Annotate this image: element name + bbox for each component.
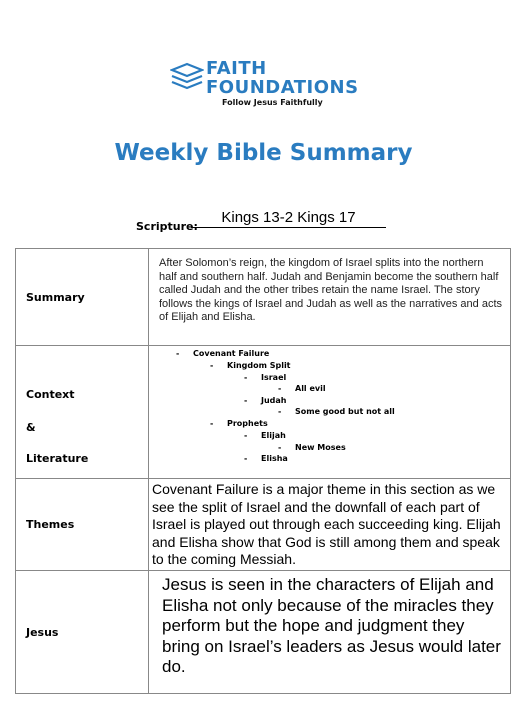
logo-tagline: Follow Jesus Faithfully [222, 98, 323, 107]
outline-bullet-dash: - [278, 443, 282, 452]
table-row-context [16, 346, 511, 479]
outline-item-text: Elisha [261, 454, 288, 463]
jesus-text[interactable]: Jesus is seen in the characters of Elijah and Elisha not only because of the miracles they perform but the hope and judgment they bring on Israel’s leaders as Jesus would later do. [162, 575, 501, 676]
scripture-value[interactable]: Kings 13-2 Kings 17 [191, 209, 386, 228]
row-cell-themes [149, 479, 511, 571]
table-row-themes [16, 479, 511, 571]
outline-item [244, 454, 288, 463]
outline-bullet-dash: - [244, 373, 248, 382]
outline-item [278, 407, 395, 416]
outline-item-text: Israel [261, 373, 287, 382]
context-label-literature: Literature [26, 452, 89, 465]
row-cell-jesus [149, 571, 511, 694]
context-outline[interactable] [149, 346, 510, 476]
row-label-summary: Summary [16, 249, 149, 346]
outline-bullet-dash: - [176, 349, 180, 358]
outline-item [210, 361, 291, 370]
outline-item [244, 373, 287, 382]
outline-item [176, 349, 270, 358]
table-row-jesus [16, 571, 511, 694]
summary-text[interactable]: After Solomon’s reign, the kingdom of Israel splits into the northern half and southern half. Judah and Benjamin become the southern half called Judah and the other tribes retain the name Israel. The story follows the kings of Israel and Judah as well as the narratives and acts of Elijah and Elisha. [159, 257, 503, 323]
context-label-word: Context [26, 388, 75, 401]
outline-bullet-dash: - [210, 419, 214, 428]
logo-line-faith: FAITH [206, 58, 267, 79]
outline-bullet-dash: - [278, 384, 282, 393]
outline-item [278, 443, 346, 452]
stacked-books-icon [170, 62, 204, 92]
context-label-ampersand: & [26, 421, 36, 434]
row-cell-summary [149, 249, 511, 346]
outline-item-text: All evil [295, 384, 326, 393]
outline-bullet-dash: - [244, 454, 248, 463]
outline-item-text: Prophets [227, 419, 268, 428]
outline-item [244, 431, 286, 440]
table-row-summary [16, 249, 511, 346]
scripture-label: Scripture: [136, 220, 198, 233]
outline-item [244, 396, 287, 405]
row-label-context [16, 346, 149, 479]
outline-item [210, 419, 268, 428]
outline-bullet-dash: - [278, 407, 282, 416]
outline-item-text: New Moses [295, 443, 346, 452]
summary-table [15, 248, 511, 694]
outline-item-text: Judah [261, 396, 287, 405]
themes-text[interactable]: Covenant Failure is a major theme in this section as we see the split of Israel and the downfall of each part of Israel is played out through each succeeding king. Elijah and Elisha show that God is still among them and speak to the coming Messiah. [152, 481, 501, 567]
row-label-themes: Themes [16, 479, 149, 571]
row-cell-context [149, 346, 511, 479]
page-title: Weekly Bible Summary [114, 140, 413, 166]
faith-foundations-logo [170, 58, 370, 114]
outline-item-text: Covenant Failure [193, 349, 270, 358]
logo-line-foundations: FOUNDATIONS [206, 77, 359, 98]
outline-item-text: Some good but not all [295, 407, 395, 416]
outline-bullet-dash: - [210, 361, 214, 370]
outline-item-text: Kingdom Split [227, 361, 291, 370]
outline-item-text: Elijah [261, 431, 286, 440]
outline-bullet-dash: - [244, 396, 248, 405]
outline-item [278, 384, 326, 393]
outline-bullet-dash: - [244, 431, 248, 440]
row-label-jesus: Jesus [16, 571, 149, 694]
